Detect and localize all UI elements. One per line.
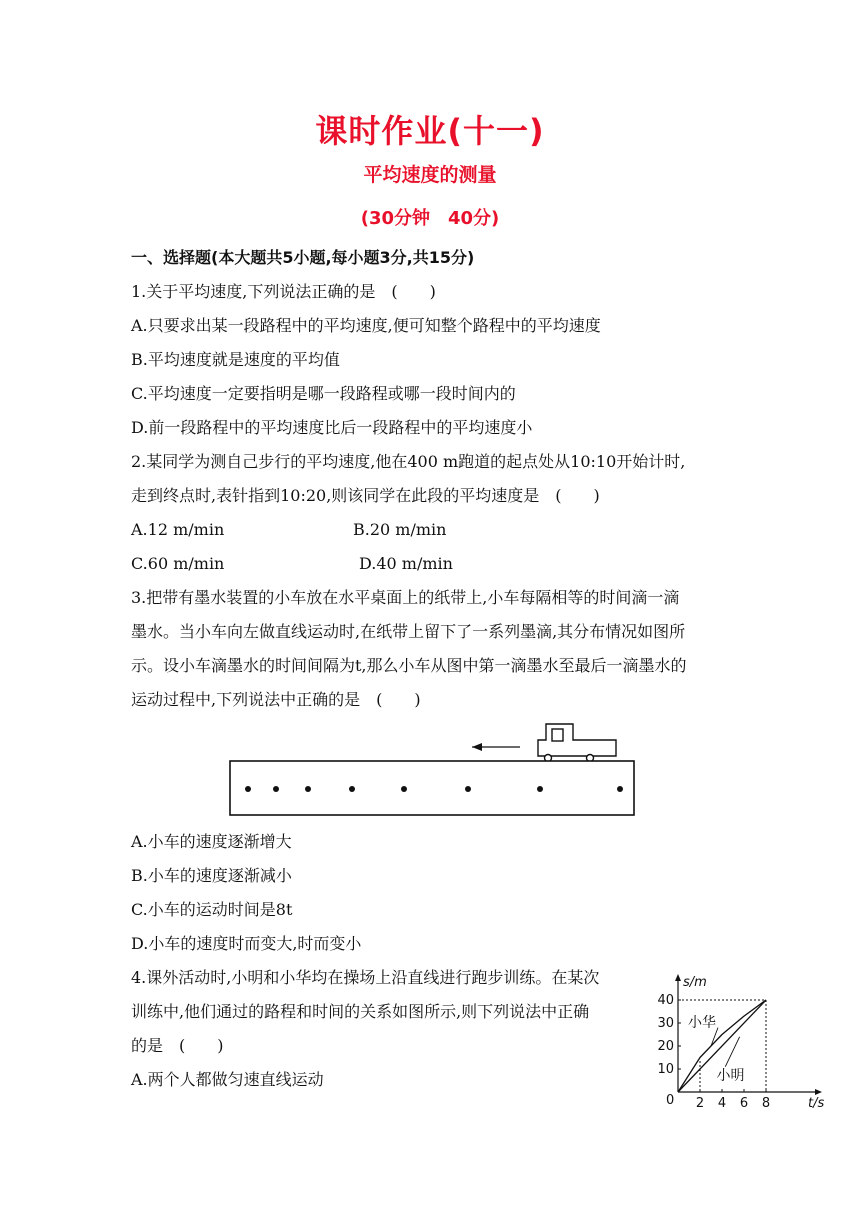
truck-icon [538,724,616,762]
question-2-stem-line1: 2.某同学为测自己步行的平均速度,他在400 m跑道的起点处从10:10开始计时, [131,452,686,471]
series-label-xiaohua: 小华 [688,1015,716,1031]
question-3-option-b: B.小车的速度逐渐减小 [131,866,292,885]
ink-dot [305,786,311,792]
section-heading: 一、选择题(本大题共5小题,每小题3分,共15分) [131,248,475,267]
question-3-stem-line4: 运动过程中,下列说法中正确的是 ( ) [131,690,421,709]
question-2-stem-line2: 走到终点时,表针指到10:20,则该同学在此段的平均速度是 ( ) [131,486,600,505]
ink-dot [245,786,251,792]
ink-dot [273,786,279,792]
y-tick-label: 10 [657,1062,674,1077]
page-subtitle: 平均速度的测量 [363,164,497,186]
question-2-option-d: D.40 m/min [359,554,453,573]
origin-label: 0 [666,1093,675,1108]
graph-svg [650,966,830,1114]
x-tick-label: 4 [717,1096,727,1111]
y-axis-arrow [675,974,681,981]
time-score-info: (30分钟 40分) [360,208,500,229]
ink-dot [465,786,471,792]
x-axis-arrow [815,1089,822,1095]
question-3-option-a: A.小车的速度逐渐增大 [131,832,292,851]
question-3-option-c: C.小车的运动时间是8t [131,900,293,919]
leader-line-xiaoming [725,1037,739,1067]
ink-dot [401,786,407,792]
series-label-xiaoming: 小明 [716,1067,745,1084]
question-4-stem-line1: 4.课外活动时,小明和小华均在操场上沿直线进行跑步训练。在某次 [131,968,600,987]
x-axis-label: t/s [808,1096,825,1111]
x-tick-label: 6 [739,1096,749,1111]
paper-tape [230,761,634,815]
question-4-option-a: A.两个人都做匀速直线运动 [131,1070,324,1089]
question-2-option-c: C.60 m/min [131,554,225,573]
question-2-option-a: A.12 m/min [131,520,225,539]
ink-dot [349,786,355,792]
y-axis-label: s/m [683,975,707,990]
cart-tape-figure [228,716,638,822]
cart-tape-svg [228,716,638,818]
question-3-stem-line1: 3.把带有墨水装置的小车放在水平桌面上的纸带上,小车每隔相等的时间滴一滴 [131,588,680,607]
question-3-stem-line2: 墨水。当小车向左做直线运动时,在纸带上留下了一系列墨滴,其分布情况如图所 [131,622,686,641]
distance-time-graph [650,966,830,1118]
y-tick-label: 20 [657,1039,674,1054]
ink-dot [537,786,543,792]
question-4-stem-line3: 的是 ( ) [131,1036,224,1055]
question-1-option-d: D.前一段路程中的平均速度比后一段路程中的平均速度小 [131,418,533,437]
question-1-stem: 1.关于平均速度,下列说法正确的是 ( ) [131,282,436,301]
question-1-option-a: A.只要求出某一段路程中的平均速度,便可知整个路程中的平均速度 [131,316,601,335]
question-3-option-d: D.小车的速度时而变大,时而变小 [131,934,362,953]
direction-arrow-head [472,743,482,751]
question-3-stem-line3: 示。设小车滴墨水的时间间隔为t,那么小车从图中第一滴墨水至最后一滴墨水的 [131,656,687,675]
question-4-stem-line2: 训练中,他们通过的路程和时间的关系如图所示,则下列说法中正确 [131,1002,590,1021]
x-tick-label: 2 [695,1096,705,1111]
y-tick-label: 40 [657,993,674,1008]
question-1-option-c: C.平均速度一定要指明是哪一段路程或哪一段时间内的 [131,384,516,403]
y-tick-label: 30 [657,1016,674,1031]
question-2-option-b: B.20 m/min [353,520,447,539]
x-tick-label: 8 [761,1096,771,1111]
ink-dot [617,786,623,792]
page-title: 课时作业(十一) [315,112,545,150]
question-1-option-b: B.平均速度就是速度的平均值 [131,350,340,369]
